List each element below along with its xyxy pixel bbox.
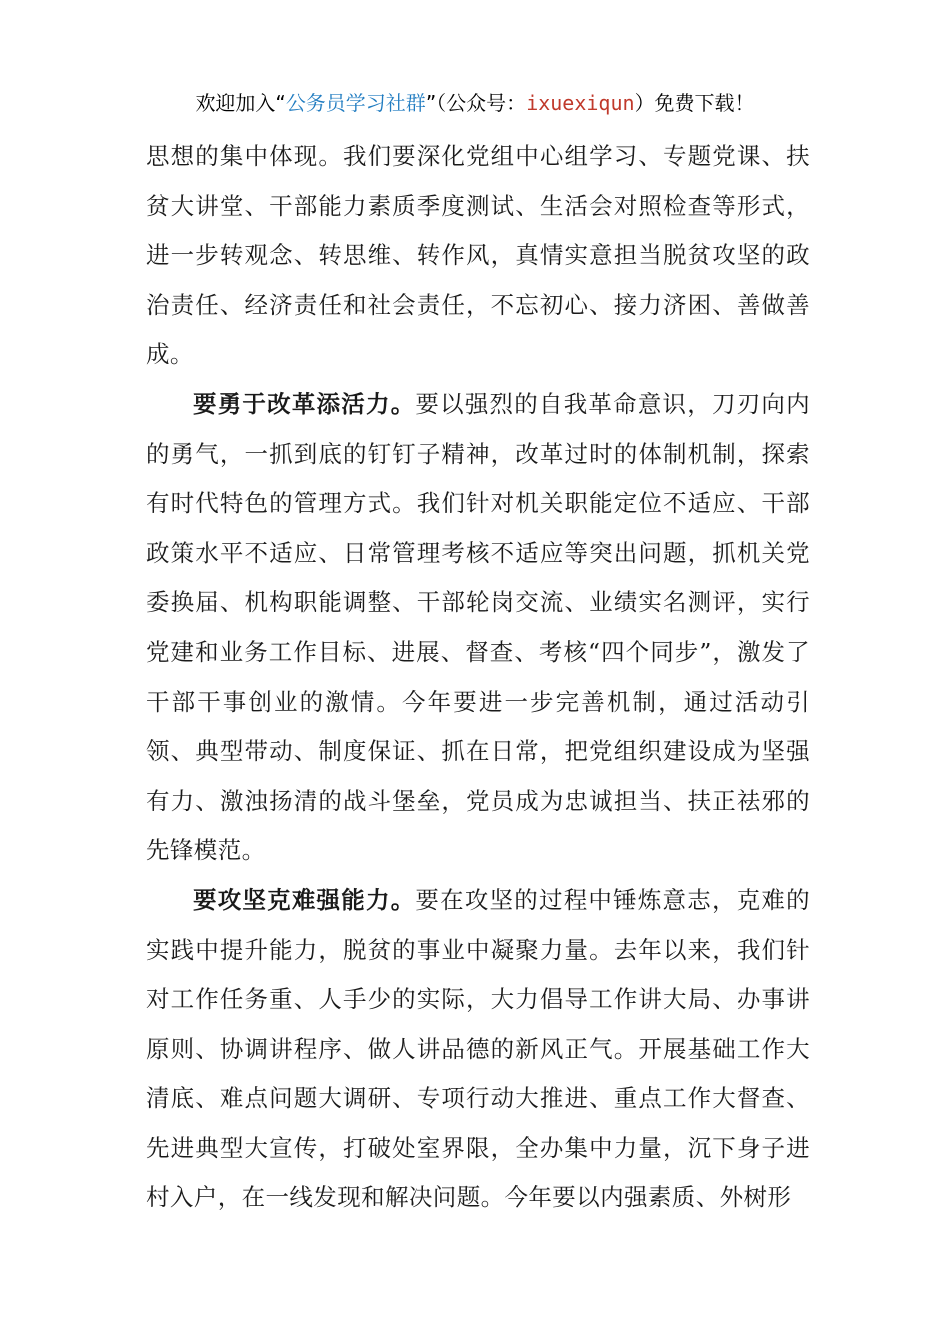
document-body: [146, 132, 810, 1223]
banner-account: ixuexiqun: [526, 91, 635, 115]
banner-middle: ”（公众号：: [425, 91, 527, 115]
paragraph-2: [146, 380, 810, 876]
paragraph-3-text: 要在攻坚的过程中锤炼意志，克难的实践中提升能力，脱贫的事业中凝聚力量。去年以来，我们针对工作任务重、人手少的实际，大力倡导工作讲大局、办事讲原则、协调讲程序、做人讲品德的新风正气。开展基础工作大清底、难点问题大调研、专项行动大推进、重点工作大督查、先进典型大宣传，打破处室界限，全办集中力量，沉下身子进村入户，在一线发现和解决问题。今年要以内强素质、外树形: [146, 885, 810, 1212]
banner-group-name: 公务员学习社群: [285, 91, 426, 115]
paragraph-3-heading: 要攻坚克难强能力。: [193, 885, 416, 914]
paragraph-2-heading: 要勇于改革添活力。: [193, 389, 416, 418]
download-banner: [0, 88, 950, 118]
banner-suffix: ）免费下载！: [634, 91, 755, 115]
banner-prefix: 欢迎加入“: [195, 91, 286, 115]
paragraph-2-text: 要以强烈的自我革命意识，刀刃向内的勇气，一抓到底的钉钉子精神，改革过时的体制机制，探索有时代特色的管理方式。我们针对机关职能定位不适应、干部政策水平不适应、日常管理考核不适应等突出问题，抓机关党委换届、机构职能调整、干部轮岗交流、业绩实名测评，实行党建和业务工作目标、进展、督查、考核“四个同步”，激发了干部干事创业的激情。今年要进一步完善机制，通过活动引领、典型带动、制度保证、抓在日常，把党组织建设成为坚强有力、激浊扬清的战斗堡垒，党员成为忠诚担当、扶正祛邪的先锋模范。: [146, 389, 810, 865]
paragraph-1-text: 思想的集中体现。我们要深化党组中心组学习、专题党课、扶贫大讲堂、干部能力素质季度测试、生活会对照检查等形式，进一步转观念、转思维、转作风，真情实意担当脱贫攻坚的政治责任、经济责任和社会责任，不忘初心、接力济困、善做善成。: [146, 142, 810, 369]
paragraph-1: [146, 132, 810, 380]
paragraph-3: [146, 876, 810, 1223]
